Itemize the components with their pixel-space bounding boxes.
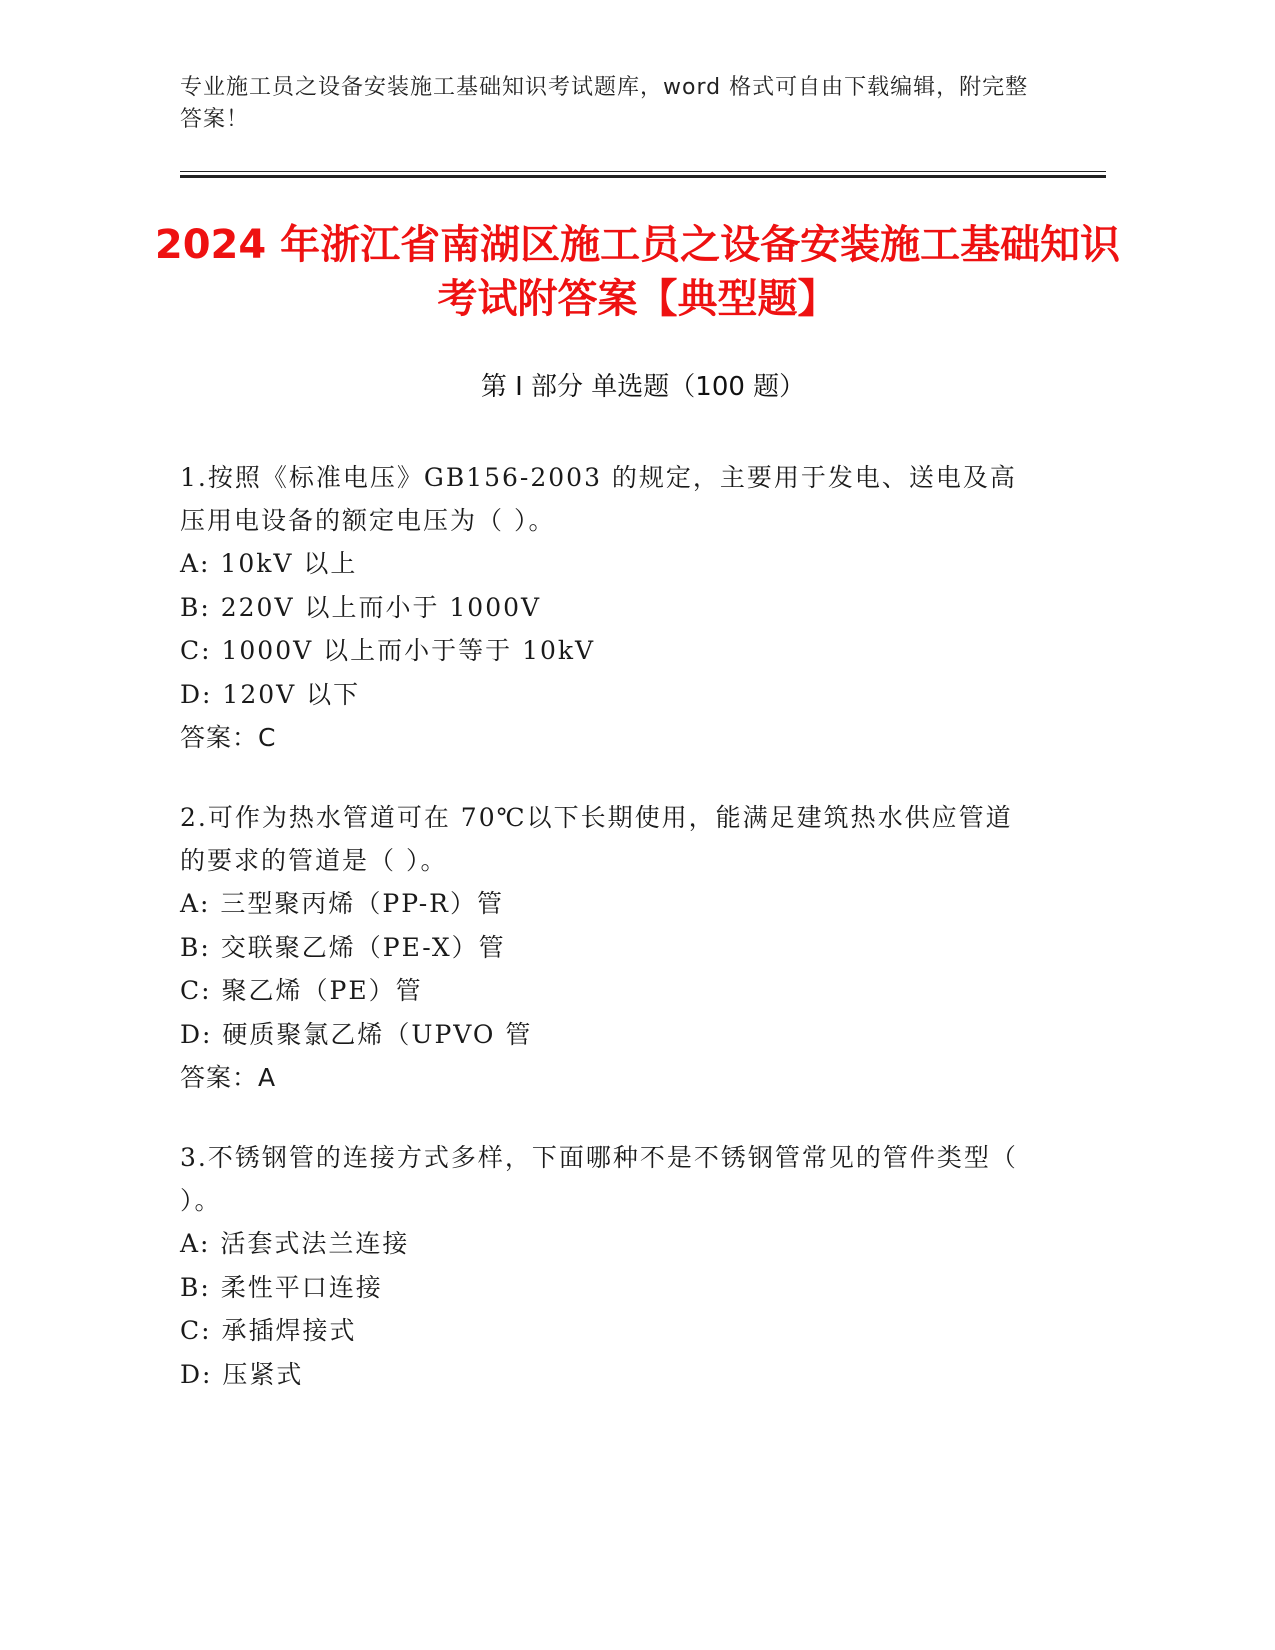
- header-rule-thin: [180, 171, 1106, 172]
- question-stem: 3.不锈钢管的连接方式多样，下面哪种不是不锈钢管常见的管件类型（ ）。: [180, 1143, 1018, 1215]
- option-c: C: 1000V 以上而小于等于 10kV: [180, 636, 596, 665]
- answer-line: 答案：A: [180, 1063, 277, 1092]
- option-b: B: 交联聚乙烯（PE-X）管: [180, 932, 506, 962]
- option-b: B: 220V 以上而小于 1000V: [180, 592, 542, 622]
- option-a: A: 三型聚丙烯（PP-R）管: [180, 889, 504, 918]
- option-d: D: 压紧式: [180, 1359, 304, 1389]
- header-note: 专业施工员之设备安装施工基础知识考试题库，word 格式可自由下载编辑，附完整答案！: [180, 75, 1029, 132]
- question-3: [180, 1136, 1030, 1396]
- section-title: 第 I 部分 单选题（100 题）: [480, 372, 806, 402]
- option-a: A: 活套式法兰连接: [180, 1229, 410, 1258]
- option-b: B: 柔性平口连接: [180, 1272, 383, 1302]
- document-title: 2024 年浙江省南湖区施工员之设备安装施工基础知识考试附答案【典型题】: [154, 222, 1121, 322]
- question-stem: 2.可作为热水管道可在 70℃以下长期使用，能满足建筑热水供应管道的要求的管道是（ ）。: [180, 803, 1013, 875]
- question-stem: 1.按照《标准电压》GB156-2003 的规定，主要用于发电、送电及高压用电设备的额定电压为（ ）。: [180, 463, 1017, 535]
- header-rule-thick: [180, 175, 1106, 178]
- option-a: A: 10kV 以上: [180, 549, 358, 578]
- question-list: [180, 456, 1030, 1432]
- option-d: D: 120V 以下: [180, 679, 361, 709]
- option-c: C: 聚乙烯（PE）管: [180, 976, 423, 1005]
- option-d: D: 硬质聚氯乙烯（UPVO 管: [180, 1019, 533, 1049]
- option-c: C: 承插焊接式: [180, 1316, 357, 1345]
- question-2: [180, 796, 1030, 1100]
- question-1: [180, 456, 1030, 760]
- answer-line: 答案：C: [180, 723, 277, 752]
